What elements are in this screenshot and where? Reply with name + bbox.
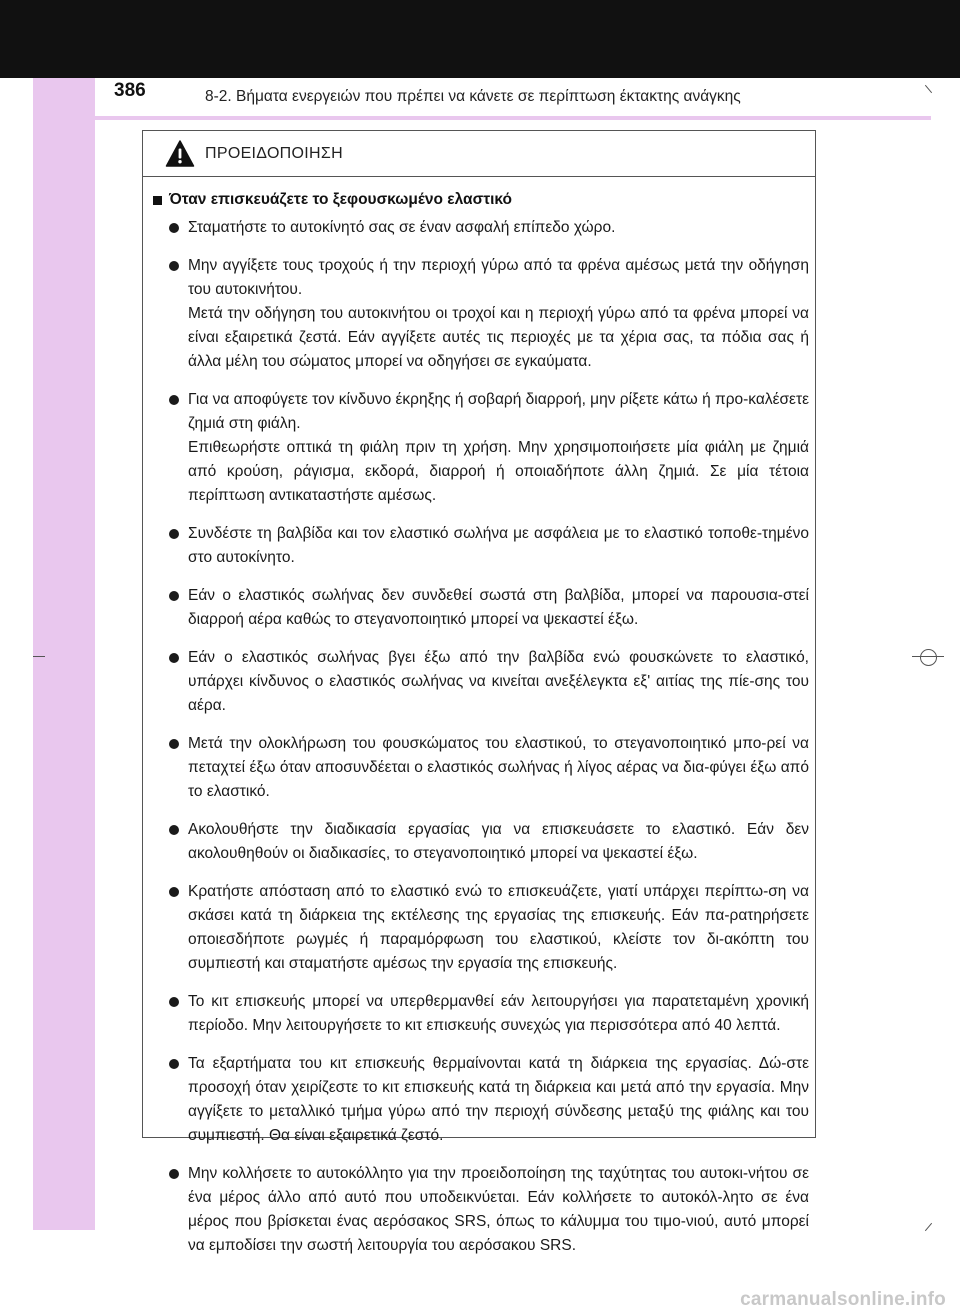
bullet-paragraph: Επιθεωρήστε οπτικά τη φιάλη πριν τη χρήση. Μην χρησιμοποιήσετε μία φιάλη με ζημιά από κρούση, ράγισμα, εκδορά, διαρροή ή οποιαδήποτε άλλη ζημιά. Σε μία τέτοια περίπτωση αντικαταστήστε αμέσως.: [188, 439, 809, 504]
section-title: [153, 191, 512, 209]
page-header-title: 8-2. Βήματα ενεργειών που πρέπει να κάνετε σε περίπτωση έκτακτης ανάγκης: [205, 88, 741, 105]
warning-box: [142, 130, 816, 1254]
side-color-strip: [33, 78, 95, 1230]
bullet-paragraph: Σταματήστε το αυτοκίνητό σας σε έναν ασφαλή επίπεδο χώρο.: [188, 219, 616, 236]
list-item: [169, 646, 809, 718]
bullet-dot-icon: [169, 887, 179, 897]
warning-triangle-icon: [165, 139, 195, 169]
bullet-paragraph: Το κιτ επισκευής μπορεί να υπερθερμανθεί εάν λειτουργήσει για παρατεταμένη χρονική περίοδο. Μην λειτουργήσετε το κιτ επισκευής συνεχώς για περισσότερα από 40 λεπτά.: [188, 993, 809, 1034]
header-rule: [95, 116, 931, 120]
list-item: [169, 880, 809, 976]
list-item: [169, 1052, 809, 1148]
list-item: [169, 990, 809, 1038]
bullet-paragraph: Ακολουθήστε την διαδικασία εργασίας για να επισκευάσετε το ελαστικό. Εάν δεν ακολουθηθούν οι διαδικασίες, το στεγανοποιητικό μπορεί να ψεκαστεί έξω.: [188, 821, 809, 862]
crop-circle-right: [920, 649, 937, 666]
bullet-dot-icon: [169, 1169, 179, 1179]
crop-mark-right-h: [912, 656, 944, 657]
warning-header: [143, 131, 815, 177]
crop-mark-bottom-right: [925, 1223, 932, 1231]
bullet-dot-icon: [169, 739, 179, 749]
bullet-paragraph: Για να αποφύγετε τον κίνδυνο έκρηξης ή σοβαρή διαρροή, μην ρίξετε κάτω ή προ-καλέσετε ζημιά στη φιάλη.: [188, 391, 809, 432]
list-item: [169, 216, 809, 240]
warning-title: ΠΡΟΕΙΔΟΠΟΙΗΣΗ: [205, 144, 343, 162]
bullet-dot-icon: [169, 529, 179, 539]
bullet-paragraph: Τα εξαρτήματα του κιτ επισκευής θερμαίνονται κατά τη διάρκεια της εργασίας. Δώ-στε προσοχή όταν χειρίζεστε το κιτ επισκευής κατά τη διάρκεια και μετά από την εργασία. Μην αγγίξετε το μεταλλικό τμήμα γύρω από την περιοχή σύνδεσης μεταξύ της φιάλης και του συμπιεστή. Θα είναι εξαιρετικά ζεστό.: [188, 1055, 809, 1144]
list-item: [169, 732, 809, 804]
list-item: [169, 584, 809, 632]
crop-mark-top-right: [925, 85, 932, 93]
bullet-paragraph: Εάν ο ελαστικός σωλήνας δεν συνδεθεί σωστά στη βαλβίδα, μπορεί να παρουσια-στεί διαρροή αέρα καθώς το στεγανοποιητικό μπορεί να ψεκαστεί έξω.: [188, 587, 809, 628]
page-number: 386: [114, 80, 146, 101]
list-item: [169, 254, 809, 374]
bullet-paragraph: Συνδέστε τη βαλβίδα και τον ελαστικό σωλήνα με ασφάλεια με το ελαστικό τοποθε-τημένο στο αυτοκίνητο.: [188, 525, 809, 566]
list-item: [169, 388, 809, 508]
bullet-dot-icon: [169, 591, 179, 601]
bullet-paragraph: Μετά την οδήγηση του αυτοκινήτου οι τροχοί και η περιοχή γύρω από τα φρένα μπορεί να είναι εξαιρετικά ζεστά. Εάν αγγίξετε αυτές τις περιοχές με τα χέρια σας, τα πόδια σας ή άλλα μέλη του σώματος μπορεί να οδηγήσει σε εγκαύματα.: [188, 305, 809, 370]
bullet-dot-icon: [169, 653, 179, 663]
bullet-dot-icon: [169, 1059, 179, 1069]
list-item: [169, 818, 809, 866]
watermark: carmanualsonline.info: [740, 1289, 946, 1310]
bullet-dot-icon: [169, 997, 179, 1007]
section-title-text: Όταν επισκευάζετε το ξεφουσκωμένο ελαστικό: [169, 191, 513, 208]
list-item: [169, 1162, 809, 1258]
bullet-paragraph: Εάν ο ελαστικός σωλήνας βγει έξω από την βαλβίδα ενώ φουσκώνετε το ελαστικό, υπάρχει κίνδυνος ο ελαστικός σωλήνας να κινείται ανεξέλεγκτα εξ' αιτίας της πίε-σης του αέρα.: [188, 649, 809, 714]
bullet-paragraph: Μετά την ολοκλήρωση του φουσκώματος του ελαστικού, το στεγανοποιητικό μπο-ρεί να πεταχτεί έξω όταν αποσυνδέεται ο ελαστικός σωλήνας ή λίγος αέρας να δια-φύγει έξω από το ελαστικό.: [188, 735, 809, 800]
top-black-bar: [0, 0, 960, 78]
bullet-paragraph: Μην αγγίξετε τους τροχούς ή την περιοχή γύρω από τα φρένα αμέσως μετά την οδήγηση του αυτοκινήτου.: [188, 257, 809, 298]
warning-bullet-list: [169, 216, 809, 1272]
square-bullet-icon: [153, 196, 162, 205]
bullet-paragraph: Κρατήστε απόσταση από το ελαστικό ενώ το επισκευάζετε, γιατί υπάρχει περίπτω-ση να σκάσει κατά τη διάρκεια της εκτέλεσης της εργασίας της επισκευής. Εάν πα-ρατηρήσετε οποιεσδήποτε ρωγμές ή παραμόρφωση του ελαστικού, κλείστε τον δι-ακόπτη του συμπιεστή και σταματήστε αμέσως την εργασία της επισκευής.: [188, 883, 809, 972]
list-item: [169, 522, 809, 570]
bullet-dot-icon: [169, 261, 179, 271]
bullet-paragraph: Μην κολλήσετε το αυτοκόλλητο για την προειδοποίηση της ταχύτητας του αυτοκι-νήτου σε ένα μέρος άλλο από αυτό που υποδεικνύεται. Εάν κολλήσετε το αυτοκόλ-λητο σε ένα μέρος που βρίσκεται ένας αερόσακος SRS, όπως το κάλυμμα του τιμο-νιού, αυτό μπορεί να εμποδίσει την σωστή λειτουργία του αερόσακου SRS.: [188, 1165, 809, 1254]
bullet-dot-icon: [169, 395, 179, 405]
crop-mark-left: [33, 656, 45, 657]
bullet-dot-icon: [169, 825, 179, 835]
bullet-dot-icon: [169, 223, 179, 233]
